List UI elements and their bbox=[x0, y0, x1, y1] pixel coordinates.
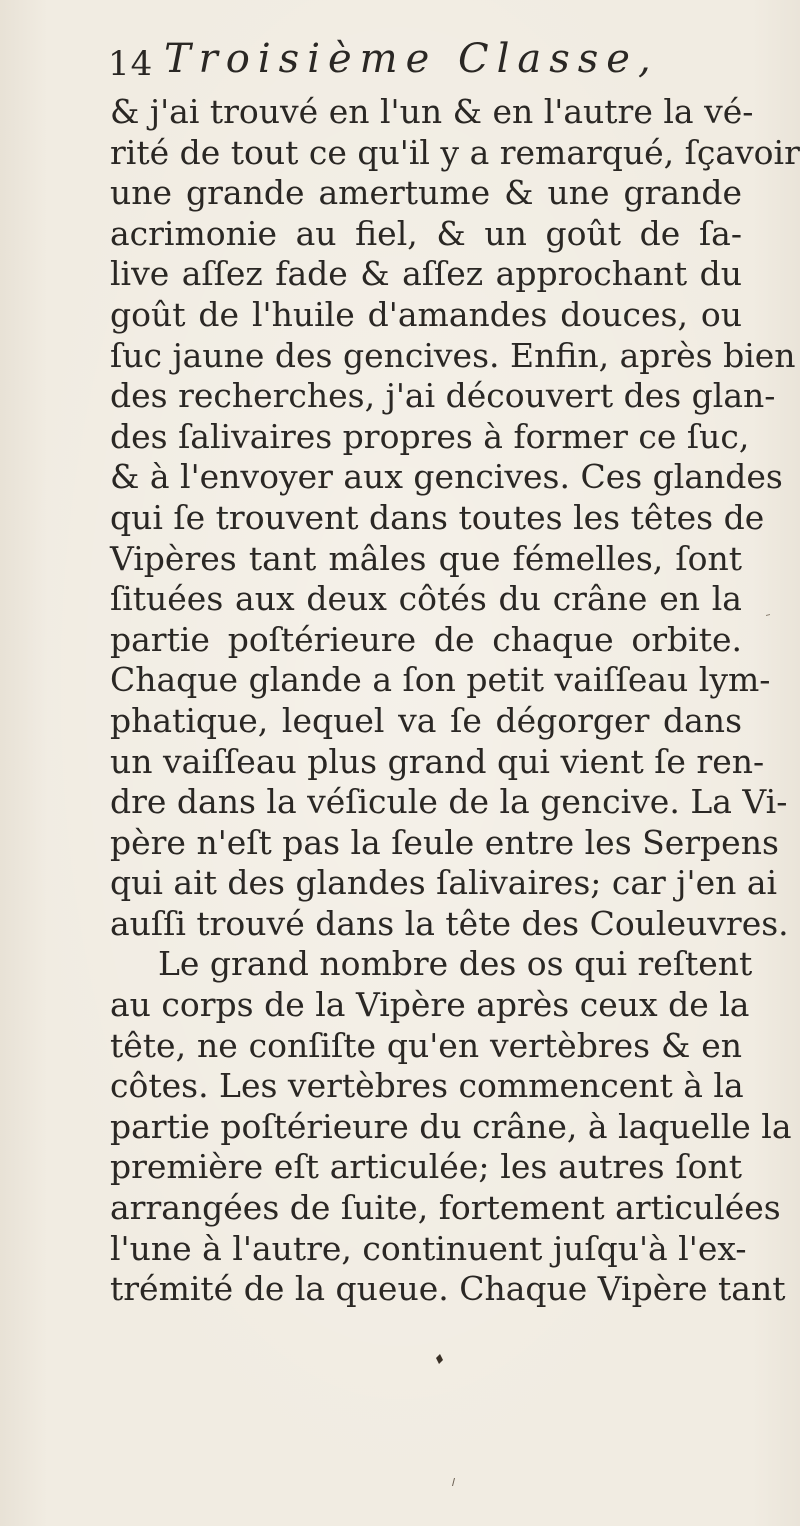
ink-speck bbox=[452, 1478, 455, 1486]
text-line: qui ait des glandes ſalivaires; car j'en ai bbox=[110, 863, 778, 903]
text-line: goût de l'huile d'amandes douces, ou bbox=[110, 294, 742, 334]
text-line: première eſt articulée; les autres ſont bbox=[110, 1147, 742, 1187]
ink-speck bbox=[766, 614, 770, 616]
text-line: père n'eſt pas la ſeule entre les Serpens bbox=[110, 822, 779, 862]
text-line: auſſi trouvé dans la tête des Couleuvres. bbox=[110, 903, 789, 943]
text-line: un vaiſſeau plus grand qui vient ſe ren- bbox=[110, 741, 765, 781]
text-line: rité de tout ce qu'il y a remarqué, ſçavoir bbox=[110, 132, 800, 172]
text-line: qui ſe trouvent dans toutes les têtes de bbox=[110, 497, 765, 537]
text-line: partie poſtérieure de chaque orbite. bbox=[110, 619, 742, 659]
ink-speck bbox=[436, 1354, 443, 1364]
text-line: partie poſtérieure du crâne, à laquelle la bbox=[110, 1106, 792, 1146]
text-line: une grande amertume & une grande bbox=[110, 173, 742, 213]
text-line: acrimonie au fiel, & un goût de ſa- bbox=[110, 213, 742, 253]
text-line: phatique, lequel va ſe dégorger dans bbox=[110, 700, 742, 740]
text-line: Vipères tant mâles que fémelles, ſont bbox=[110, 538, 742, 578]
text-line: & j'ai trouvé en l'un & en l'autre la vé- bbox=[110, 92, 754, 131]
paragraph-start-line: Le grand nombre des os qui reſtent bbox=[158, 944, 753, 984]
text-line: ſuc jaune des gencives. Enfin, après bien bbox=[110, 335, 796, 375]
text-line: côtes. Les vertèbres commencent à la bbox=[110, 1066, 744, 1106]
text-line: dre dans la véſicule de la gencive. La Vi- bbox=[110, 782, 788, 822]
text-line: des ſalivaires propres à former ce ſuc, bbox=[110, 416, 750, 456]
text-line: arrangées de ſuite, fortement articulées bbox=[110, 1188, 781, 1228]
text-line: l'une à l'autre, continuent juſqu'à l'ex- bbox=[110, 1228, 747, 1268]
text-line: live aſſez fade & aſſez approchant du bbox=[110, 254, 742, 294]
text-line: au corps de la Vipère après ceux de la bbox=[110, 985, 750, 1025]
text-line: trémité de la queue. Chaque Vipère tant bbox=[110, 1269, 786, 1309]
text-line: tête, ne conſiſte qu'en vertèbres & en bbox=[110, 1025, 742, 1065]
running-head: Troisième Classe, bbox=[164, 36, 659, 82]
text-line: des recherches, j'ai découvert des glan- bbox=[110, 376, 776, 416]
page-number: 14 bbox=[108, 44, 154, 84]
text-line: & à l'envoyer aux gencives. Ces glandes bbox=[110, 457, 783, 497]
text-line: Chaque glande a ſon petit vaiſſeau lym- bbox=[110, 660, 771, 700]
text-line: ſituées aux deux côtés du crâne en la bbox=[110, 579, 742, 619]
